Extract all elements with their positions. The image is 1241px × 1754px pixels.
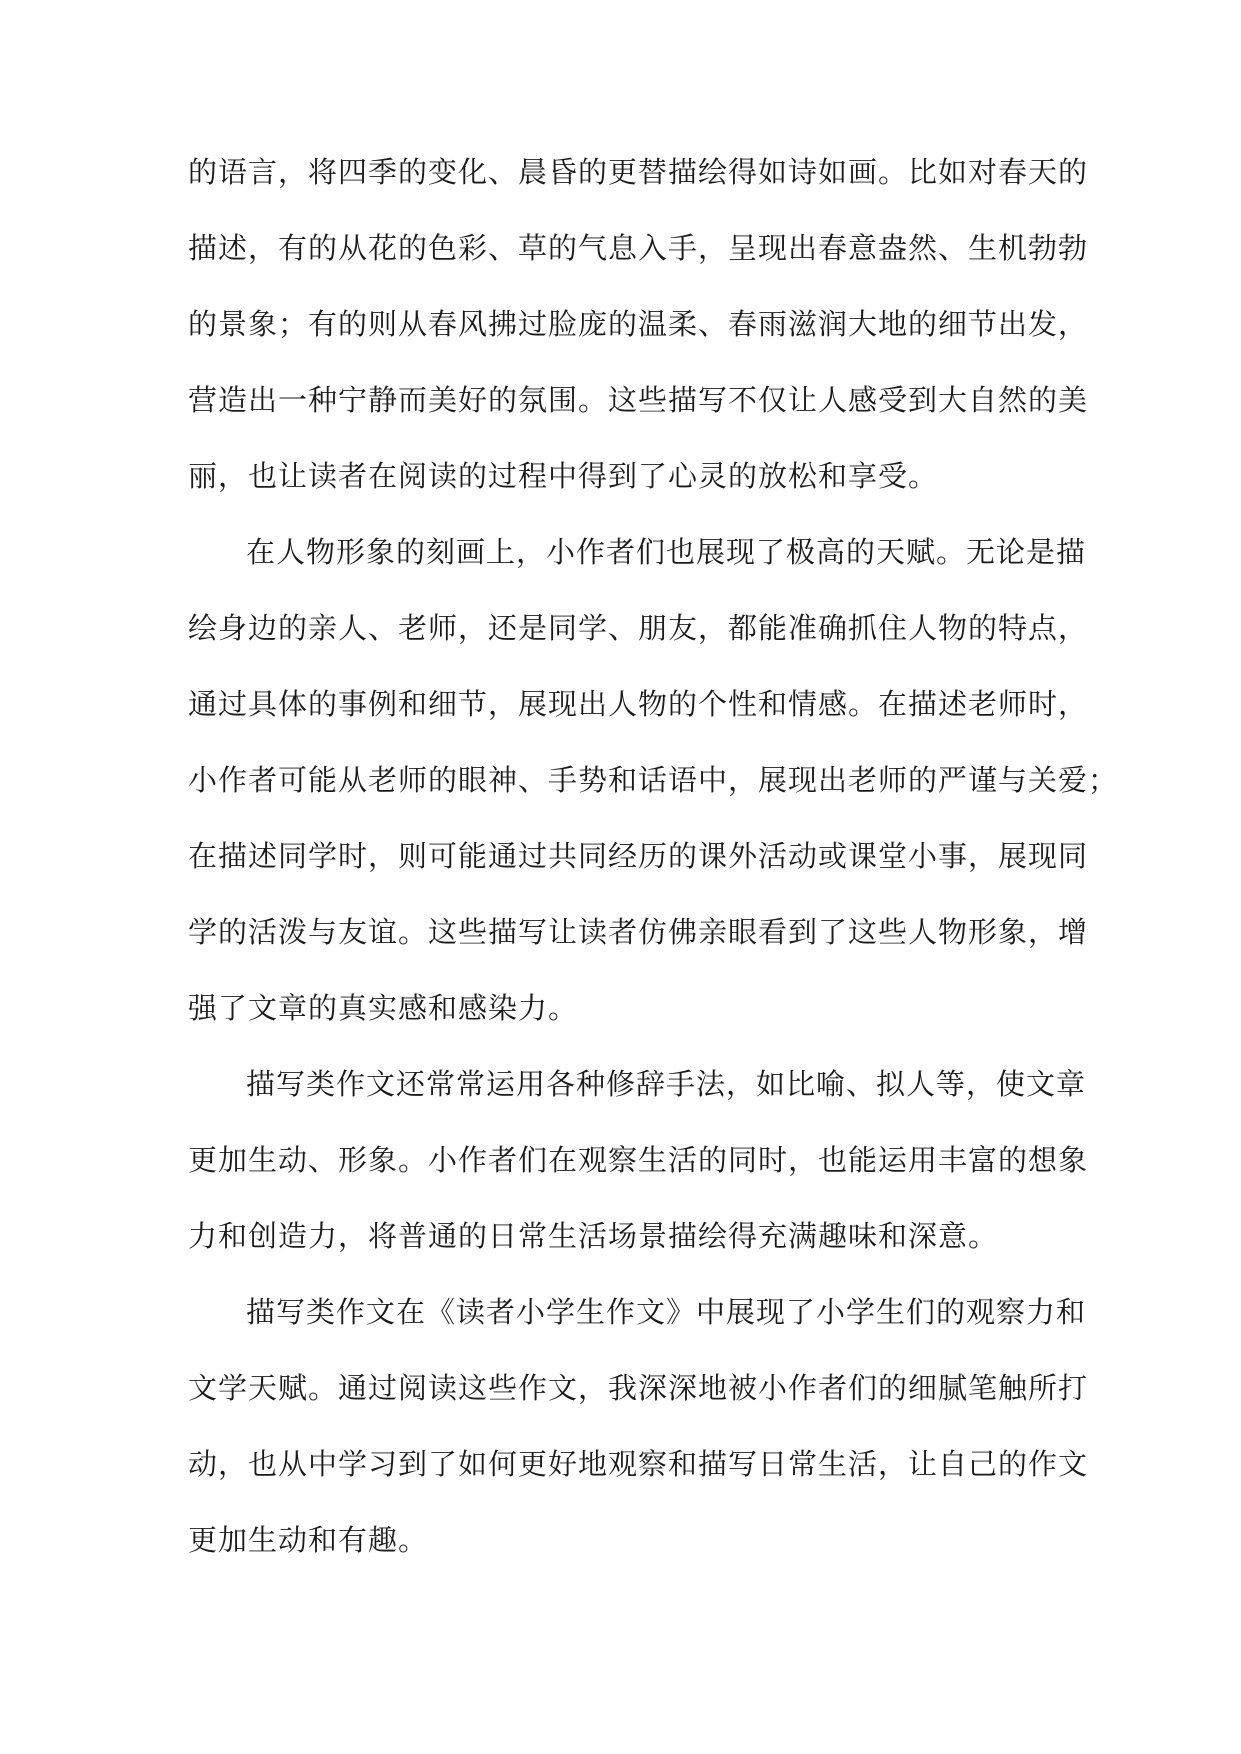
- text-line: 更加生动、形象。小作者们在观察生活的同时，也能运用丰富的想象: [188, 1143, 1089, 1177]
- paragraph-first-line: 描写类作文在《读者小学生作文》中展现了小学生们的观察力和: [246, 1295, 1087, 1329]
- text-line: 的语言，将四季的变化、晨昏的更替描绘得如诗如画。比如对春天的: [188, 155, 1089, 189]
- text-line: 学的活泼与友谊。这些描写让读者仿佛亲眼看到了这些人物形象，增: [188, 915, 1089, 949]
- text-line: 更加生动和有趣。: [188, 1523, 429, 1557]
- document-body: [188, 142, 1119, 1586]
- text-line: 在描述同学时，则可能通过共同经历的课外活动或课堂小事，展现同: [188, 839, 1089, 873]
- paragraph-first-line: 在人物形象的刻画上，小作者们也展现了极高的天赋。无论是描: [246, 535, 1087, 569]
- text-line: 描述，有的从花的色彩、草的气息入手，呈现出春意盎然、生机勃勃: [188, 231, 1089, 265]
- text-line: 动，也从中学习到了如何更好地观察和描写日常生活，让自己的作文: [188, 1447, 1089, 1481]
- text-line: 绘身边的亲人、老师，还是同学、朋友，都能准确抓住人物的特点，: [188, 611, 1089, 645]
- paragraph-first-line: 描写类作文还常常运用各种修辞手法，如比喻、拟人等，使文章: [246, 1067, 1087, 1101]
- text-line: 通过具体的事例和细节，展现出人物的个性和情感。在描述老师时，: [188, 687, 1089, 721]
- text-line: 丽，也让读者在阅读的过程中得到了心灵的放松和享受。: [188, 459, 939, 493]
- text-line: 文学天赋。通过阅读这些作文，我深深地被小作者们的细腻笔触所打: [188, 1371, 1089, 1405]
- text-line: 小作者可能从老师的眼神、手势和话语中，展现出老师的严谨与关爱；: [188, 763, 1119, 797]
- text-line: 营造出一种宁静而美好的氛围。这些描写不仅让人感受到大自然的美: [188, 383, 1089, 417]
- text-line: 的景象；有的则从春风拂过脸庞的温柔、春雨滋润大地的细节出发，: [188, 307, 1089, 341]
- text-line: 力和创造力，将普通的日常生活场景描绘得充满趣味和深意。: [188, 1219, 999, 1253]
- text-line: 强了文章的真实感和感染力。: [188, 991, 579, 1025]
